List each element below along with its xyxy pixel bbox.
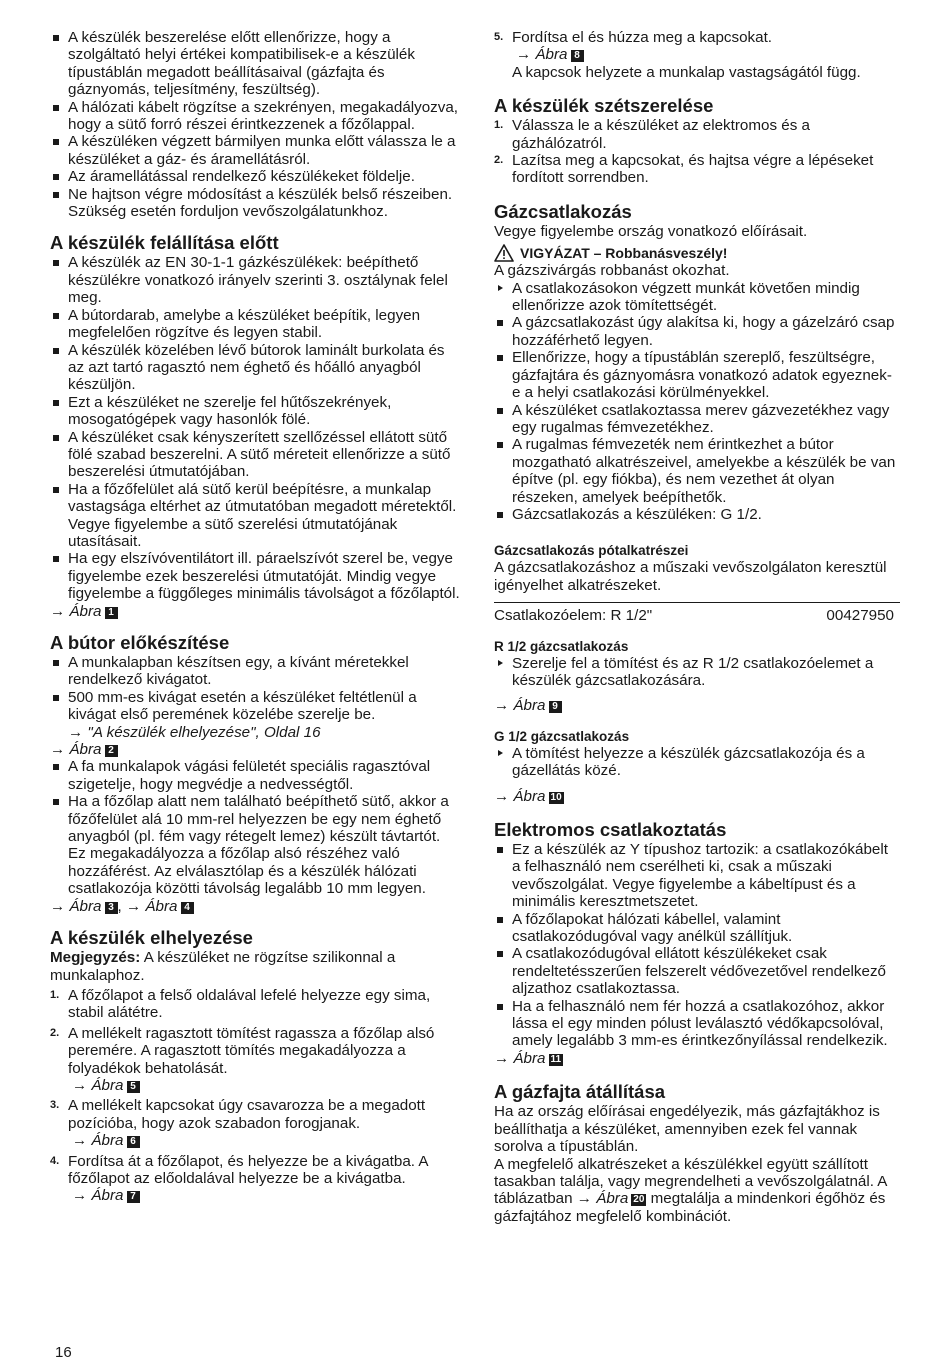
arrow-icon: →: [50, 741, 66, 759]
list-item: A készülék közelében lévő bútorok laminált burkolata és az azt tartó ragasztó nem éghető és hőálló anyagból készüljön.: [50, 342, 460, 394]
figure-reference: → Ábra 6: [68, 1132, 460, 1149]
section-heading: A gázfajta átállítása: [494, 1081, 666, 1103]
subsection-heading: G 1/2 gázcsatlakozás: [494, 728, 630, 744]
step-item: 4. Fordítsa át a főzőlapot, és helyezze be a kivágatba. A főzőlapot az előoldalával helyezze be a kivágatba. → Ábra 7: [50, 1153, 460, 1205]
section-heading: A készülék felállítása előtt: [50, 232, 279, 254]
figure-number: 11: [550, 1053, 562, 1065]
figure-reference: → Ábra 3 , → Ábra 4: [50, 898, 460, 915]
figure-reference: → Ábra 9: [494, 697, 900, 714]
arrow-icon: →: [494, 1049, 510, 1067]
subsection-heading: Gázcsatlakozás pótalkatrészei: [494, 543, 689, 559]
step-item: 2. Lazítsa meg a kapcsokat, és hajtsa végre a lépéseket fordított sorrendben.: [494, 152, 874, 187]
step-number: 3.: [50, 1099, 60, 1112]
step-item: 3. A mellékelt kapcsokat úgy csavarozza be a megadott pozícióba, hogy azok szabadon forogjanak. → Ábra 6: [50, 1097, 460, 1149]
figure-number: 5: [127, 1081, 140, 1093]
figure-reference: → Ábra 5: [68, 1077, 460, 1094]
paragraph: Ha az ország előírásai engedélyezik, más gázfajtákhoz is beállíthatja a készüléket, amennyiben ezek fel vannak sorolva a típustáblán.: [494, 1103, 880, 1156]
step-item: 1. A főzőlapot a felső oldalával lefelé helyezze egy sima, stabil alátétre.: [50, 986, 431, 1022]
list-item: Ne hajtson végre módosítást a készülék belső részeiben. Szükség esetén forduljon vevőszolgálatunkhoz.: [50, 186, 460, 221]
list-item: A csatlakozódugóval ellátott készülékeket csak rendeltetésszerűen felszerelt védővezetővel rendelkező aljzathoz csatlakoztassa.: [494, 945, 900, 997]
action-item: A tömítést helyezze a készülék gázcsatlakozója és a gázellátás közé.: [494, 745, 900, 780]
paragraph: A gázcsatlakozáshoz a műszaki vevőszolgálaton keresztül igényelhet alkatrészeket.: [494, 559, 887, 594]
part-label: Csatlakozóelem: R 1/2": [494, 607, 653, 625]
figure-number: 2: [105, 745, 118, 757]
list-item: A fa munkalapok vágási felületét speciális ragasztóval szigetelje, hogy megvédje a nedvességtől.: [50, 758, 460, 793]
arrow-icon: →: [494, 787, 510, 805]
step-number: 2.: [494, 154, 504, 167]
figure-number: 20: [633, 1194, 645, 1206]
paragraph: A megfelelő alkatrészeket a készülékkel együtt szállított tasakban találja, vagy megrendelheti a vevőszolgálatnál. A táblázatban → Ábra 20 megtalálja a mindenkori égőhöz és gázfajtához megfelelő kombinációt.: [494, 1155, 887, 1225]
list-item: A készüléken végzett bármilyen munka előtt válassza le a készüléket a gáz- és áramellátásról.: [50, 133, 460, 168]
figure-number: 4: [181, 902, 194, 914]
figure-reference: → Ábra 1: [50, 603, 460, 620]
list-item: Az áramellátással rendelkező készülékeket földelje.: [50, 168, 460, 185]
arrow-icon: →: [72, 1132, 88, 1150]
step-item: 1. Válassza le a készüléket az elektromos és a gázhálózatról.: [494, 117, 810, 152]
list-item: A gázcsatlakozást úgy alakítsa ki, hogy a gázelzáró csap hozzáférhető legyen.: [494, 314, 900, 349]
part-code: 00427950: [826, 607, 894, 625]
step-number: 4.: [50, 1154, 60, 1167]
step-item: 5. Fordítsa el és húzza meg a kapcsokat. → Ábra 8 A kapcsok helyzete a munkalap vastagságától függ.: [494, 29, 900, 81]
list-item: Gázcsatlakozás a készüléken: G 1/2.: [494, 506, 900, 523]
step-number: 5.: [494, 31, 504, 43]
warning-triangle-icon: [494, 244, 514, 262]
list-item: Ha a főzőlap alatt nem található beépíthető sütő, akkor a főzőfelület alá 10 mm-rel helyezzen be egy nem éghető anyagból (pl. fém vagy rétegelt lemez) készült távtartót. Ez megakadályozza a főzőlap alsó részéhez való hozzáférést. Az elválasztólap és a készülék hálózati csatlakozója közötti távolság legalább 10 mm legyen.: [50, 793, 460, 897]
figure-number: 10: [550, 791, 562, 803]
section-heading: A készülék elhelyezése: [50, 927, 253, 949]
list-item: Ezt a készüléket ne szerelje fel hűtőszekrények, mosogatógépek vagy hasonlók fölé.: [50, 394, 460, 429]
list-item: A készüléket csatlakoztassa merev gázvezetékhez vagy egy rugalmas fémvezetékhez.: [494, 402, 900, 437]
action-item: A csatlakozásokon végzett munkát követően mindig ellenőrizze azok tömítettségét.: [494, 280, 900, 315]
note: Megjegyzés: A készüléket ne rögzítse szilikonnal a munkalaphoz.: [50, 949, 396, 984]
list-item: A munkalapban készítsen egy, a kívánt méretekkel rendelkező kivágatot.: [50, 654, 460, 689]
list-item: 500 mm-es kivágat esetén a készüléket feltétlenül a kivágat első peremének közelébe szerelje be.: [50, 689, 460, 724]
list-item: A készülék az EN 30-1-1 gázkészülékek: beépíthető készülékre vonatkozó irányelv szerinti 3. osztálynak felel meg.: [50, 254, 460, 306]
list-item: A hálózati kábelt rögzítse a szekrényen, megakadályozva, hogy a sütő forró részei érintkezzenek a főzőlappal.: [50, 99, 460, 134]
arrow-icon: →: [50, 897, 66, 915]
arrow-icon: →: [50, 602, 66, 620]
note-label: Megjegyzés:: [50, 949, 141, 967]
parts-table-row: [494, 602, 900, 624]
subsection-heading: R 1/2 gázcsatlakozás: [494, 638, 629, 654]
page-number: 16: [55, 1344, 72, 1361]
left-column: [50, 29, 460, 1205]
right-column: [494, 29, 900, 1225]
figure-number: 9: [549, 701, 562, 713]
figure-number: 7: [127, 1191, 140, 1203]
section-heading: Elektromos csatlakoztatás: [494, 819, 727, 840]
section-heading: A készülék szétszerelése: [494, 95, 714, 117]
list-item: A bútordarab, amelybe a készüléket beépítik, legyen megfelelően rögzítve és legyen stabil.: [50, 307, 460, 342]
arrow-icon: →: [72, 1187, 88, 1205]
list-item: A főzőlapokat hálózati kábellel, valamint csatlakozódugóval vagy anélkül szállítjuk.: [494, 911, 900, 946]
figure-reference: → Ábra 11: [494, 1049, 562, 1067]
arrow-icon: →: [494, 697, 510, 715]
action-item: Szerelje fel a tömítést és az R 1/2 csatlakozóelemet a készülék gázcsatlakozására.: [494, 655, 900, 690]
list-item: Ha a főzőfelület alá sütő kerül beépítésre, a munkalap vastagsága eltérhet az útmutatóban megadott méretektől. Vegye figyelembe a sütő szerelési útmutatójának utasításait.: [50, 481, 460, 551]
arrow-icon: →: [516, 46, 532, 64]
arrow-icon: →: [68, 723, 84, 741]
list-item: A készülék beszerelése előtt ellenőrizze, hogy a szolgáltató helyi értékei kompatibilisek-e a készülék típustáblán megadott beállításaival (gázfajta és gáznyomás, teljesítmény, feszültség).: [50, 29, 460, 99]
arrow-icon: →: [72, 1076, 88, 1094]
figure-number: 1: [105, 607, 118, 619]
warning-heading: VIGYÁZAT – Robbanásveszély!: [494, 244, 900, 262]
figure-number: 6: [127, 1136, 140, 1148]
arrow-icon: →: [125, 897, 142, 915]
figure-reference: → Ábra 2: [50, 741, 460, 758]
section-heading: A bútor előkészítése: [50, 632, 230, 653]
step-number: 1.: [494, 119, 504, 132]
arrow-icon: →: [576, 1190, 592, 1208]
warning-text: A gázszivárgás robbanást okozhat.: [494, 262, 730, 280]
step-number: 1.: [50, 988, 60, 1001]
figure-reference: → Ábra 8: [512, 46, 900, 63]
figure-number: 8: [571, 50, 584, 62]
step-number: 2.: [50, 1026, 60, 1039]
step-item: 2. A mellékelt ragasztott tömítést ragassza a főzőlap alsó peremére. A ragasztott tömítés megakadályozza a folyadékok behatolását. → Ábra 5: [50, 1025, 460, 1095]
list-item: Ha egy elszívóventilátort ill. páraelszívót szerel be, vegye figyelembe ezek beszerelési útmutatóját. Mindig vegye figyelembe a függőleges minimális távolságot a főzőlaptól.: [50, 550, 460, 602]
paragraph: Vegye figyelembe ország vonatkozó előírásait.: [494, 222, 808, 240]
list-item: Ez a készülék az Y típushoz tartozik: a csatlakozókábelt a felhasználó nem cserélheti ki, csak a műszaki vevőszolgálat. Vegye figyelembe a kábeltípust és a minimális keresztmetszetet.: [494, 841, 900, 911]
figure-reference: → Ábra 10: [494, 787, 562, 805]
list-item: A rugalmas fémvezeték nem érintkezhet a bútor mozgatható alkatrészeivel, amelyekbe a készülék be van építve (pl. egy fiókba), és nem vezethet át olyan részeken, amelyek beépíthetők.: [494, 436, 900, 506]
list-item: A készüléket csak kényszerített szellőzéssel ellátott sütő fölé szabad beszerelni. A sütő méreteit ellenőrizze a sütő beszerelési útmutatójában.: [50, 429, 460, 481]
list-item: Ha a felhasználó nem fér hozzá a csatlakozóhoz, akkor lássa el egy minden pólust leválasztó védőkapcsolóval, amely legalább 3 mm-es érintkezőnyílással rendelkezik.: [494, 998, 900, 1050]
figure-reference: → Ábra 7: [68, 1187, 460, 1204]
section-heading: Gázcsatlakozás: [494, 200, 632, 222]
figure-number: 3: [105, 902, 118, 914]
page-reference: → "A készülék elhelyezése", Oldal 16: [68, 723, 321, 741]
list-item: Ellenőrizze, hogy a típustáblán szereplő, feszültségre, gázfajtára és gáznyomásra vonatkozó adatok egyeznek-e a helyi csatlakozási körülményekkel.: [494, 349, 900, 401]
